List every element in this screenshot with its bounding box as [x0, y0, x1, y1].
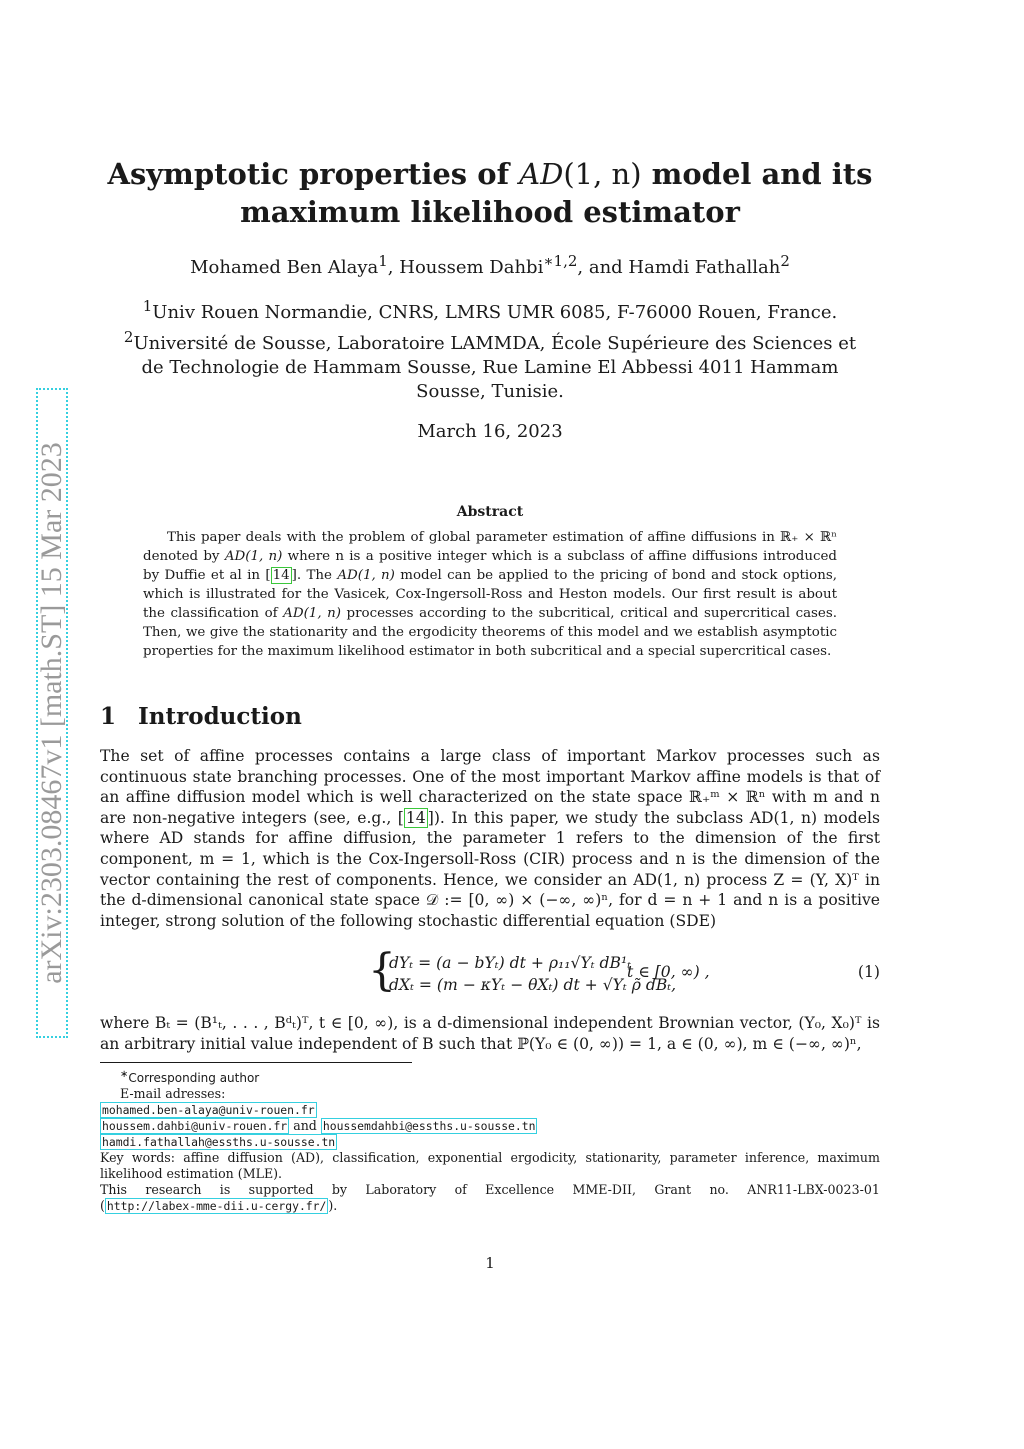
equation-line-2: dXₜ = (m − κYₜ − θXₜ) dt + √Yₜ ρ̃ dBₜ, [389, 976, 677, 994]
equation-domain: t ∈ [0, ∞) , [627, 963, 710, 981]
equation-number: (1) [857, 963, 880, 981]
footnote-support: This research is supported by Laboratory of Excellence MME-DII, Grant no. ANR11-LBX-0023-01 [100, 1182, 880, 1197]
page-number: 1 [485, 1254, 495, 1272]
section-title: Introduction [138, 703, 302, 730]
arxiv-stamp [36, 388, 68, 1038]
footnote-email-label: E-mail adresses: [120, 1086, 226, 1101]
footnote-keywords: Key words: affine diffusion (AD), classification, exponential ergodicity, stationarity, parameter inference, maximum likelihood estimation (MLE). [100, 1150, 880, 1181]
abstract-heading: Abstract [456, 504, 524, 520]
intro-paragraph: The set of affine processes contains a large class of important Markov processes such as continuous state branching processes. One of the most important Markov affine models is that of an affine diffusion model which is well characterized on the state space ℝ₊ᵐ × ℝⁿ with m and n are non-negative integers (see, e.g., [ 14 ]). In this paper, we study the subclass AD(1, n) models where AD stands for affine diffusion, the parameter 1 refers to the dimension of the first component, m = 1, which is the Cox-Ingersoll-Ross (CIR) process and n is the dimension of the vector containing the rest of components. Hence, we consider an AD(1, n) process Z = (Y, X)ᵀ in the d-dimensional canonical state space 𝒟 := [0, ∞) × (−∞, ∞)ⁿ, for d = n + 1 and n is a positive integer, strong solution of the following stochastic differential equation (SDE) [100, 747, 880, 930]
authors: Mohamed Ben Alaya$^1$, Houssem Dahbi$^{∗1,2}$, and Hamdi Fathallah$^2$ [190, 252, 790, 278]
section-number: 1 [100, 703, 117, 730]
abstract-body: This paper deals with the problem of global parameter estimation of affine diffusions in ℝ₊ × ℝⁿ denoted by AD(1, n) where n is a positive integer which is a subclass of affine diffusions introduced by Duffie et al in [ 14 ]. The AD(1, n) model can be applied to the pricing of bond and stock options, which is illustrated for the Vasicek, Cox-Ingersoll-Ross and Heston models. Our first result is about the classification of AD(1, n) processes according to the subcritical, critical and supercritical cases. Then, we give the stationarity and the ergodicity theorems of this model and we establish asymptotic properties for the maximum likelihood estimator in both subcritical and a special supercritical cases. [143, 530, 837, 659]
affiliation-1: Univ Rouen Normandie, CNRS, LMRS UMR 6085, F-76000 Rouen, France. [152, 302, 838, 323]
arxiv-stamp-text: arXiv:2303.08467v1 [math.ST] 15 Mar 2023 [35, 442, 68, 984]
author-2: Houssem Dahbi [399, 257, 544, 278]
email-link-2[interactable]: houssem.dahbi@univ-rouen.fr [102, 1119, 288, 1133]
footnote-corresponding: ∗Corresponding author [120, 1069, 260, 1085]
author-3: Hamdi Fathallah [628, 257, 781, 278]
date: March 16, 2023 [417, 421, 563, 442]
equation-brace: { [368, 945, 396, 996]
citation-link[interactable]: 14 [405, 808, 426, 827]
equation-1 [100, 945, 880, 1000]
author-1: Mohamed Ben Alaya [190, 257, 379, 278]
affiliations: $^1$Univ Rouen Normandie, CNRS, LMRS UMR 6085, F-76000 Rouen, France. $^2$Université de Sousse, Laboratoire LAMMDA, École Supérieure des Sciences et de Technologie de Hammam Sousse, Rue Lamine El Abbessi 4011 Hammam Sousse, Tunisie. [123, 297, 857, 402]
after-equation-paragraph: where Bₜ = (B¹ₜ, . . . , Bᵈₜ)ᵀ, t ∈ [0, ∞), is a d-dimensional independent Brownian vector, (Y₀, X₀)ᵀ is an arbitrary initial value independent of B such that ℙ(Y₀ ∈ (0, ∞)) = 1, a ∈ (0, ∞), m ∈ (−∞, ∞)ⁿ, [100, 1014, 880, 1053]
email-link-1[interactable]: mohamed.ben-alaya@univ-rouen.fr [102, 1103, 315, 1117]
paper-title: Asymptotic properties of AD(1, n) model and its maximum likelihood estimator [107, 157, 873, 229]
support-url-link[interactable]: http://labex-mme-dii.u-cergy.fr/ [106, 1199, 327, 1213]
citation-link[interactable]: 14 [272, 568, 290, 583]
footnote-rule [100, 1062, 412, 1063]
email-link-3[interactable]: houssemdahbi@essths.u-sousse.tn [322, 1119, 536, 1133]
email-link-4[interactable]: hamdi.fathallah@essths.u-sousse.tn [102, 1135, 336, 1149]
equation-line-1: dYₜ = (a − bYₜ) dt + ρ₁₁√Yₜ dB¹ₜ [389, 954, 632, 972]
affiliation-2: Université de Sousse, Laboratoire LAMMDA, École Supérieure des Sciences et de Technologie de Hammam Sousse, Rue Lamine El Abbessi 4011 Hammam Sousse, Tunisie. [133, 333, 857, 402]
footnotes: ∗Corresponding author E-mail adresses: mohamed.ben-alaya@univ-rouen.fr houssem.dahbi@univ-rouen.fr and houssemdahbi@essths.u-sousse.tn hamdi.fathallah@essths.u-sousse.tn Key words: affine diffusion (AD), classification, exponential ergodicity, stationarity, parameter inference, maximum likelihood estimation (MLE). This research is supported by Laboratory of Excellence MME-DII, Grant no. ANR11-LBX-0023-01 ( http://labex-mme-dii.u-cergy.fr/ ). [100, 1069, 880, 1213]
section-heading [100, 703, 302, 730]
